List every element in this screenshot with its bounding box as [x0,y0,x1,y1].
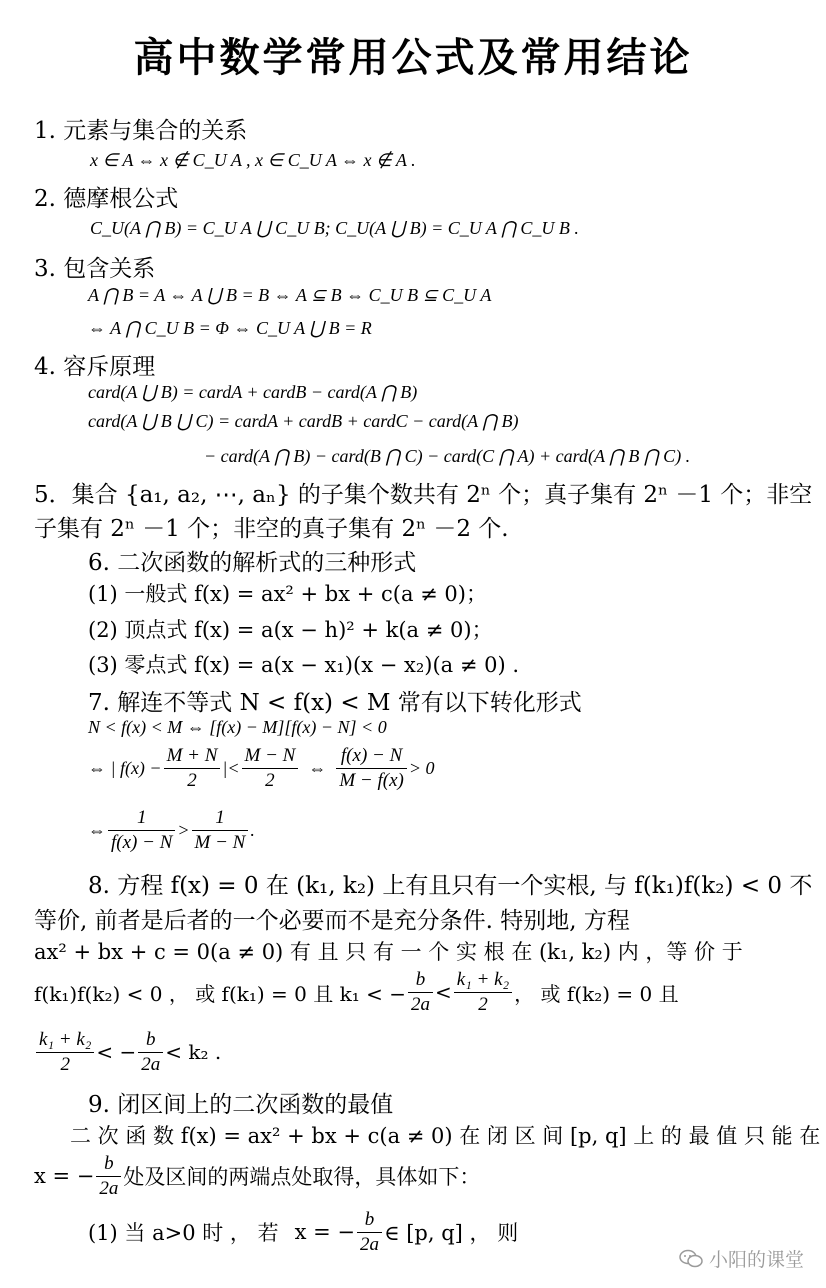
s7-l2-part-c: ⇔ [308,757,327,778]
section-4-line-2: card(A ⋃ B ⋃ C) = cardA + cardB + cardC − card(A ⋂ B) [88,411,519,431]
fraction-fx-minus-n-over-m-minus-fx [336,744,407,793]
section-3-line-1: A ⋂ B = A ⇔ A ⋃ B = B ⇔ A ⊆ B ⇔ C_U B ⊆ C_U A [88,285,492,305]
section-9-heading: 9. 闭区间上的二次函数的最值 [88,1092,394,1118]
section-9-line-1: 二 次 函 数 f(x) = ax² + bx + c(a ≠ 0) 在 闭 区 间 [p, q] 上 的 最 值 只 能 在 [70,1124,821,1148]
s8-l4-part-c: ， 或 f(k₂) = 0 且 [514,981,679,1006]
section-3-line-2: ⇔ A ⋂ C_U B = Φ ⇔ C_U A ⋃ B = R [88,318,372,338]
section-2-heading: 2. 德摩根公式 [34,186,179,212]
section-4-line-1: card(A ⋃ B) = cardA + cardB − card(A ⋂ B) [88,382,418,402]
section-6-vertex-form: (2) 顶点式 f(x) = a(x − h)² + k(a ≠ 0)； [88,618,493,642]
fraction-denominator: 2a [99,1177,119,1199]
s7-l3-part-b: > [177,819,190,840]
fraction-b-over-2a [357,1208,382,1257]
section-1-heading: 1. 元素与集合的关系 [34,118,248,144]
fraction-denominator: 2a [141,1053,161,1075]
fraction-b-over-2a [408,968,433,1017]
section-7-line-3 [88,806,255,855]
section-7-heading: 7. 解连不等式 N < f(x) < M 常有以下转化形式 [88,690,582,716]
fraction-denominator: 2 [60,1053,70,1075]
fraction-b-over-2a [138,1028,163,1077]
section-1-formula: x ∈ A ⇔ x ∉ C_U A , x ∈ C_U A ⇔ x ∉ A . [90,150,416,170]
section-8-line-3: ax² + bx + c = 0(a ≠ 0) 有 且 只 有 一 个 实 根 在 (k₁, k₂) 内 ，等 价 于 [34,940,743,964]
fraction-numerator: b [357,1208,382,1233]
fraction-numerator: b [138,1028,163,1053]
fraction-m-plus-n-over-2 [164,744,221,793]
s7-l3-part-a: ⇔ [88,819,106,840]
section-4-heading: 4. 容斥原理 [34,354,156,380]
fraction-k1-plus-k2-over-2 [36,1028,94,1077]
fraction-denominator: 2 [187,769,197,791]
section-7-line-2 [88,744,435,793]
section-6-general-form: (1) 一般式 f(x) = ax² + bx + c(a ≠ 0)； [88,582,487,606]
fraction-denominator: 2a [360,1233,379,1255]
s7-l2-part-a: ⇔ | f(x) − [88,757,162,778]
section-6-zero-form: (3) 零点式 f(x) = a(x − x₁)(x − x₂)(a ≠ 0) . [88,653,520,677]
fraction-numerator: k₁ + k₂ [36,1028,94,1053]
fraction-denominator: M − N [194,831,246,853]
s8-l5-part-b: < k₂ . [165,1040,222,1065]
s7-l2-part-d: > 0 [408,757,435,778]
section-5-line-2: 子集有 2ⁿ －1 个；非空的真子集有 2ⁿ －2 个. [34,516,509,542]
fraction-numerator: M − N [242,744,299,769]
section-9-line-3 [88,1208,518,1257]
fraction-numerator: k₁ + k₂ [454,968,512,993]
section-2-formula: C_U(A ⋂ B) = C_U A ⋃ C_U B; C_U(A ⋃ B) = C_U A ⋂ C_U B . [90,218,579,238]
fraction-numerator: f(x) − N [336,744,407,769]
s8-l5-part-a: < − [96,1040,137,1065]
watermark [679,1245,804,1272]
s9-l3-part-a: (1) 当 a>0 时 ， 若 [88,1221,279,1246]
fraction-numerator: 1 [192,806,249,831]
section-8-line-2: 等价, 前者是后者的一个必要而不是充分条件. 特别地, 方程 [34,908,630,934]
s8-l4-part-a: f(k₁)f(k₂) < 0 ， 或 f(k₁) = 0 且 k₁ < − [34,981,406,1006]
fraction-denominator: 2 [478,993,488,1015]
s7-l2-part-b: |< [222,757,240,778]
section-4-line-3: − card(A ⋂ B) − card(B ⋂ C) − card(C ⋂ A) + card(A ⋂ B ⋂ C) . [204,446,691,466]
fraction-numerator: M + N [164,744,221,769]
fraction-denominator: f(x) − N [111,831,173,853]
fraction-1-over-fx-minus-n [108,806,175,855]
fraction-k1-plus-k2-over-2 [454,968,512,1017]
s7-l3-part-c: . [250,819,255,840]
fraction-denominator: 2a [410,993,430,1015]
section-8-line-4 [34,968,679,1017]
s9-l2-part-a: x = − [34,1164,95,1189]
section-8-line-1: 8. 方程 f(x) = 0 在 (k₁, k₂) 上有且只有一个实根, 与 f(k₁)f(k₂) < 0 不 [88,873,813,899]
s9-l3-part-b: x = − [294,1220,355,1245]
s8-l4-part-b: < [434,980,452,1005]
section-8-line-5 [34,1028,221,1077]
s9-l3-part-c: ∈ [p, q] ， 则 [384,1221,519,1246]
fraction-denominator: 2 [265,769,275,791]
fraction-numerator: b [408,968,433,993]
fraction-numerator: b [96,1152,121,1177]
chat-bubble-icon [679,1249,703,1269]
section-6-heading: 6. 二次函数的解析式的三种形式 [88,550,417,576]
s9-l2-part-b: 处及区间的两端点处取得，具体如下： [123,1165,481,1190]
fraction-numerator: 1 [108,806,175,831]
section-5-line-1: 5．集合 {a₁, a₂, ⋯, aₙ} 的子集个数共有 2ⁿ 个；真子集有 2ⁿ －1 个；非空 [34,482,813,508]
page-title: 高中数学常用公式及常用结论 [133,34,693,81]
fraction-m-minus-n-over-2 [242,744,299,793]
fraction-b-over-2a [96,1152,121,1201]
section-7-line-1: N < f(x) < M ⇔ [f(x) − M][f(x) − N] < 0 [88,717,387,737]
watermark-text: 小阳的课堂 [708,1249,804,1271]
fraction-1-over-m-minus-n [192,806,249,855]
section-9-line-2 [34,1152,480,1201]
fraction-denominator: M − f(x) [339,769,404,791]
section-3-heading: 3. 包含关系 [34,256,156,282]
